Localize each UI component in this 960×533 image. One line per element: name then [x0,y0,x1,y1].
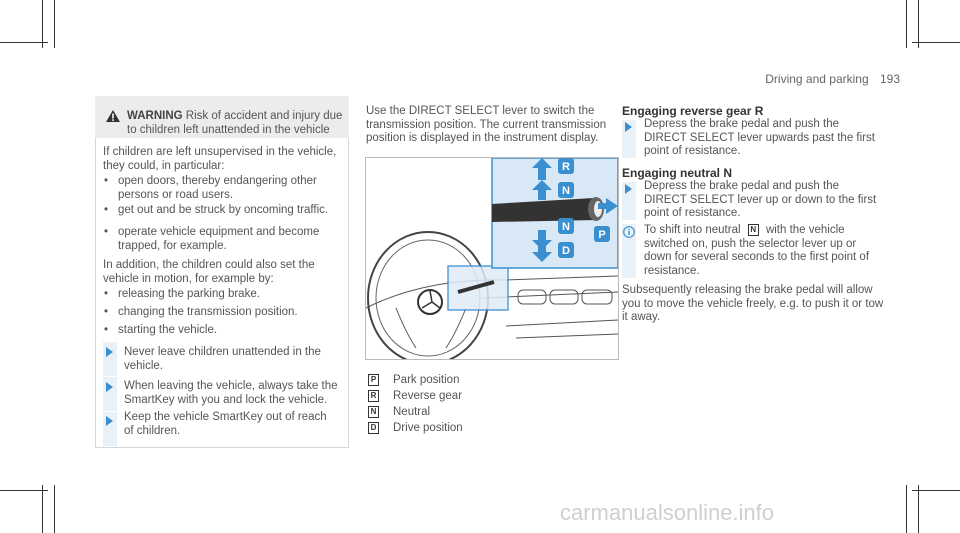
warning-intro2: In addition, the children could also set the vehicle in motion, for example by: [103,259,315,285]
crop-mark [42,0,43,48]
page-number: 193 [879,72,900,86]
steering-wheel-illustration [366,158,618,359]
arrow-icon [106,382,113,392]
list-item-text: • get out and be struck by oncoming traffic. [118,204,329,216]
diagram-label-n-up: N [562,185,570,197]
legend-text: Reverse gear [393,390,463,402]
diagram-label-r: R [562,161,570,173]
crop-mark [906,485,907,533]
neutral-note [644,224,884,278]
arrow-icon [106,347,113,357]
note-text-pre: To shift into neutral [644,224,741,236]
legend-item [368,390,462,402]
action-text: When leaving the vehicle, always take the SmartKey with you and lock the vehicle. [124,380,338,406]
crop-mark [912,490,960,491]
list-item-text: • changing the transmission position. [118,306,298,318]
crop-mark [54,485,55,533]
steering-diagram [365,157,619,360]
diagram-label-p: P [598,229,606,241]
neutral-heading: Engaging neutral N [622,166,733,180]
warning-triangle-icon [106,110,120,122]
crop-mark [918,485,919,533]
list-item-text: • operate vehicle equipment and become trapped, for example. [118,226,320,252]
diagram-label-n-down: N [562,221,570,233]
list-item [112,226,342,253]
list-item [112,288,342,302]
list-item-text: • open doors, thereby endangering other persons or road users. [118,175,317,201]
legend-item [368,374,459,386]
list-item-text: • starting the vehicle. [118,324,218,336]
legend-item [368,406,430,418]
action-text: Keep the vehicle SmartKey out of reach of children. [124,411,327,437]
neutral-glyph: N [748,224,759,236]
middle-intro: Use the DIRECT SELECT lever to switch the transmission position. The current transmission position is displayed in the instrument display. [366,105,607,144]
warning-title: WARNING [127,110,183,122]
legend-text: Drive position [393,422,463,434]
list-item [112,324,342,338]
crop-mark [912,42,960,43]
crop-mark [42,485,43,533]
list-item [112,204,342,218]
arrow-icon [625,122,632,132]
reverse-step: Depress the brake pedal and push the DIRECT SELECT lever upwards past the first point of resistance. [644,118,875,157]
warning-lead [127,110,345,137]
legend-text: Park position [393,374,460,386]
list-item [112,306,342,320]
neutral-step: Depress the brake pedal and push the DIRECT SELECT lever up or down to the first point of resistance. [644,180,877,219]
legend-glyph: P [368,374,379,386]
list-item-text: • releasing the parking brake. [118,288,260,300]
crop-mark [0,490,48,491]
reverse-heading: Engaging reverse gear R [622,104,764,118]
legend-item [368,422,463,434]
crop-mark [54,0,55,48]
note-text-post: with the vehicle switched on, push the selector lever up or down for several seconds to the first point of resistance. [644,224,870,277]
arrow-icon [106,416,113,426]
crop-mark [918,0,919,48]
info-icon [623,226,635,238]
legend-text: Neutral [393,406,431,418]
warning-intro: If children are left unsupervised in the vehicle, they could, in particular: [103,146,337,172]
page-header [765,72,900,86]
arrow-icon [625,184,632,194]
legend-glyph: N [368,406,379,418]
warning-lead-text: Risk of accident and injury due to children left unattended in the vehicle [127,110,343,136]
legend-glyph: D [368,422,379,434]
diagram-label-d: D [562,245,570,257]
section-title: Driving and parking [765,72,869,86]
legend-glyph: R [368,390,379,402]
list-item [112,175,342,202]
action-text: Never leave children unattended in the vehicle. [124,346,321,372]
crop-mark [906,0,907,48]
crop-mark [0,42,48,43]
watermark: carmanualsonline.info [560,500,775,525]
paragraph: Subsequently releasing the brake pedal will allow you to move the vehicle freely, e.g. to push it or tow it away. [622,284,884,323]
